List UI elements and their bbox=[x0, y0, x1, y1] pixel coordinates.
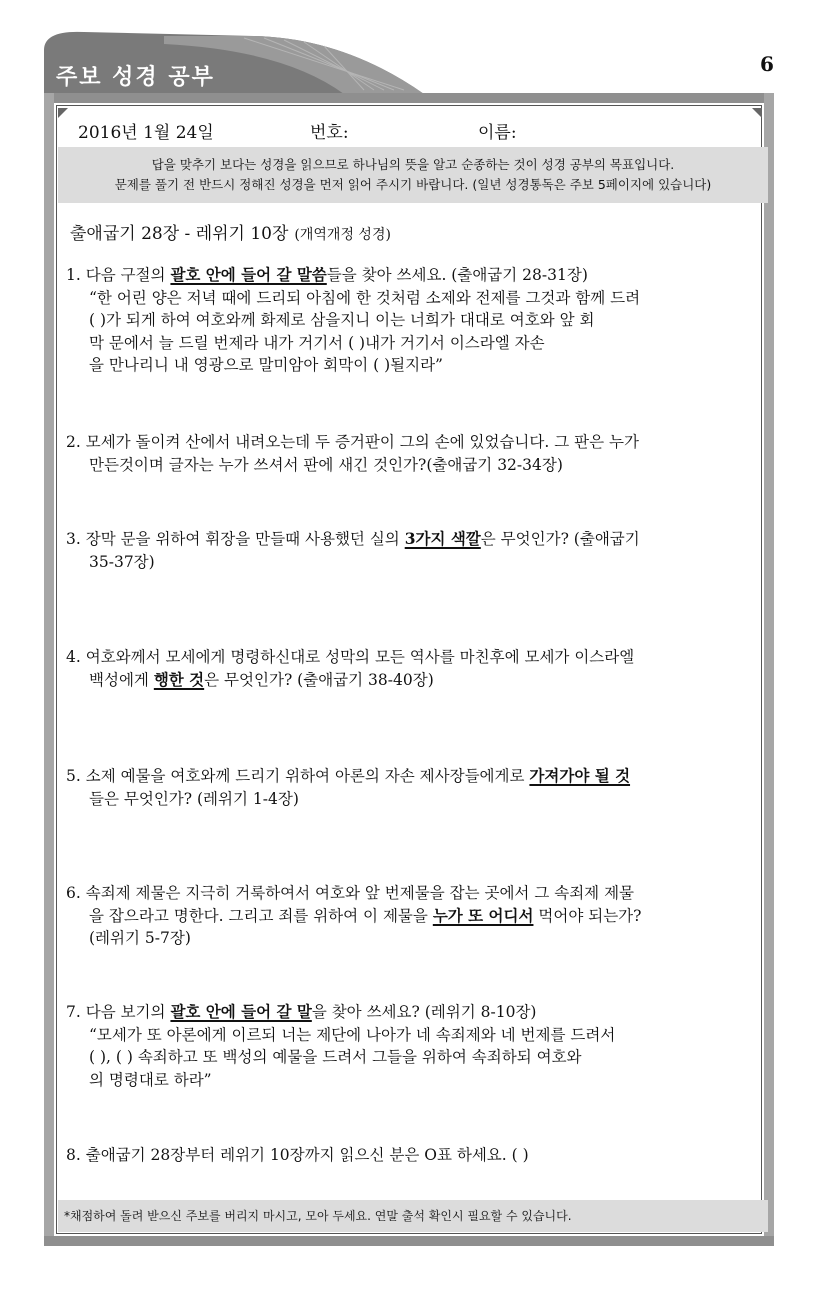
q6-text: 을 잡으라고 명한다. 그리고 죄를 위하여 이 제물을 bbox=[89, 906, 433, 925]
q1-line-4: 막 문에서 늘 드릴 번제라 내가 거기서 ( )내가 거기서 이스라엘 자손 bbox=[89, 333, 545, 352]
header-banner bbox=[44, 30, 424, 94]
bible-version: (개역개정 성경) bbox=[294, 227, 391, 243]
q7-emphasis: 괄호 안에 들어 갈 말 bbox=[170, 1002, 312, 1021]
q2-line-2: 만든것이며 글자는 누가 쓰셔서 판에 새긴 것인가?(출애굽기 32-34장) bbox=[89, 455, 563, 474]
number-label: 번호: bbox=[310, 123, 349, 143]
q5-line-2: 들은 무엇인가? (레위기 1-4장) bbox=[89, 789, 299, 808]
q5-emphasis: 가져가야 될 것 bbox=[529, 766, 631, 785]
question-3 bbox=[66, 528, 766, 573]
notice-box bbox=[58, 147, 768, 203]
footer-note: *채점하여 돌려 받으신 주보를 버리지 마시고, 모아 두세요. 연말 출석 확인시 필요할 수 있습니다. bbox=[58, 1200, 768, 1232]
q3-line-2: 35-37장) bbox=[89, 552, 155, 571]
section-title bbox=[70, 219, 391, 244]
q1-line-2: “한 어린 양은 저녁 때에 드리되 아침에 한 것처럼 소제와 전제를 그것과 함께 드려 bbox=[89, 288, 641, 307]
q7-text: 7. 다음 보기의 bbox=[66, 1003, 171, 1021]
q4-text: 백성에게 bbox=[89, 670, 154, 689]
question-1 bbox=[66, 264, 766, 377]
q7-line-4: 의 명령대로 하라” bbox=[89, 1070, 212, 1089]
corner-ornament-left bbox=[58, 108, 68, 118]
page-number: 6 bbox=[760, 52, 774, 76]
q1-emphasis: 괄호 안에 들어 갈 말씀 bbox=[170, 265, 327, 284]
question-5 bbox=[66, 765, 766, 810]
date-text: 2016년 1월 24일 bbox=[78, 123, 214, 143]
section-title-text: 출애굽기 28장 - 레위기 10장 bbox=[70, 224, 289, 244]
q7-text-rest: 을 찾아 쓰세요? (레위기 8-10장) bbox=[311, 1003, 537, 1021]
notice-line-2: 문제를 풀기 전 반드시 정해진 성경을 먼저 읽어 주시기 바랍니다. (일년 성경통독은 주보 5페이지에 있습니다) bbox=[114, 177, 712, 192]
banner-title: 주보 성경 공부 bbox=[56, 65, 215, 90]
q1-text: 1. 다음 구절의 bbox=[66, 266, 171, 284]
question-7 bbox=[66, 1001, 766, 1091]
name-label: 이름: bbox=[478, 123, 517, 143]
question-8 bbox=[66, 1144, 766, 1167]
q4-text-rest: 은 무엇인가? (출애굽기 38-40장) bbox=[204, 670, 434, 689]
question-6 bbox=[66, 882, 766, 950]
frame-left bbox=[44, 93, 54, 1243]
frame-bottom bbox=[44, 1236, 774, 1246]
q1-line-3: ( )가 되게 하여 여호와께 화제로 삼을지니 이는 너희가 대대로 여호와 앞 회 bbox=[89, 311, 595, 329]
q6-line-1: 6. 속죄제 제물은 지극히 거룩하여서 여호와 앞 번제물을 잡는 곳에서 그 속죄제 제물 bbox=[66, 884, 635, 902]
q7-line-3: ( ), ( ) 속죄하고 또 백성의 예물을 드려서 그들을 위하여 속죄하되 여호와 bbox=[89, 1048, 582, 1066]
q6-line-3: (레위기 5-7장) bbox=[89, 929, 191, 947]
question-4 bbox=[66, 646, 766, 691]
q5-text: 5. 소제 예물을 여호와께 드리기 위하여 아론의 자손 제사장들에게로 bbox=[66, 767, 530, 785]
q1-text-rest: 들을 찾아 쓰세요. (출애굽기 28-31장) bbox=[326, 266, 588, 284]
corner-ornament-right bbox=[752, 108, 762, 118]
q3-text-rest: 은 무엇인가? (출애굽기 bbox=[480, 530, 640, 548]
q8-line-1: 8. 출애굽기 28장부터 레위기 10장까지 읽으신 분은 O표 하세요. ( ) bbox=[66, 1146, 529, 1164]
q3-emphasis: 3가지 색깔 bbox=[404, 529, 481, 548]
notice-line-1: 답을 맞추기 보다는 성경을 읽으므로 하나님의 뜻을 알고 순종하는 것이 성경 공부의 목표입니다. bbox=[151, 157, 675, 172]
frame-top bbox=[44, 93, 774, 103]
q2-line-1: 2. 모세가 돌이켜 산에서 내려오는데 두 증거판이 그의 손에 있었습니다. 그 판은 누가 bbox=[66, 433, 639, 451]
q4-line-1: 4. 여호와께서 모세에게 명령하신대로 성막의 모든 역사를 마친후에 모세가 이스라엘 bbox=[66, 648, 635, 666]
q6-text-rest: 먹어야 되는가? bbox=[533, 906, 642, 925]
q4-emphasis: 행한 것 bbox=[153, 669, 205, 689]
q7-line-2: “모세가 또 아론에게 이르되 너는 제단에 나아가 네 속죄제와 네 번제를 드려서 bbox=[89, 1025, 616, 1044]
question-2 bbox=[66, 431, 766, 476]
q6-emphasis: 누가 또 어디서 bbox=[432, 905, 534, 925]
q3-text: 3. 장막 문을 위하여 휘장을 만들때 사용했던 실의 bbox=[66, 530, 405, 548]
q1-line-5: 을 만나리니 내 영광으로 말미암아 회막이 ( )될지라” bbox=[89, 356, 443, 374]
